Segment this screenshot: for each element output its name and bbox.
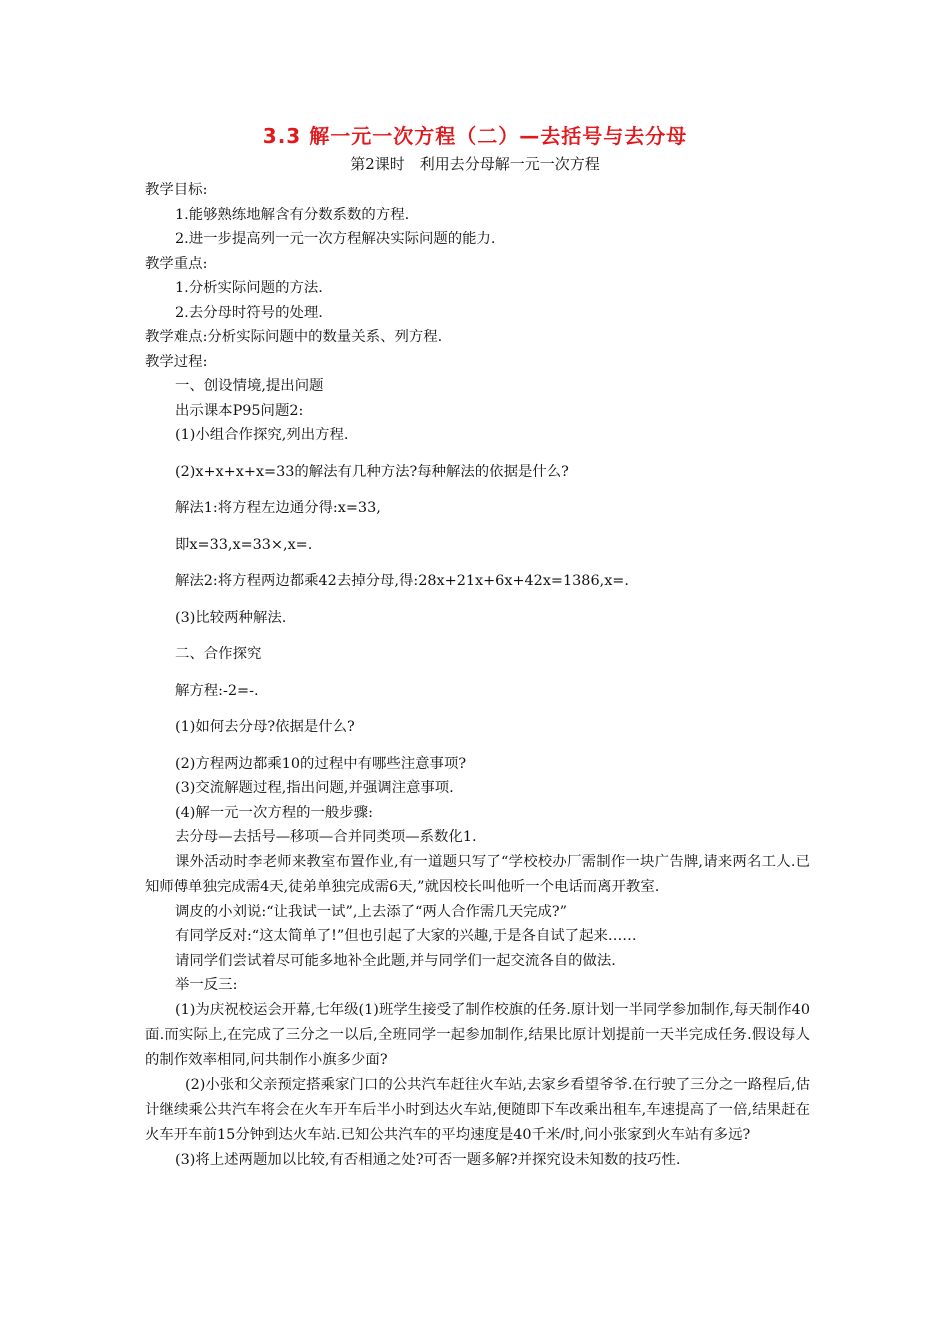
paragraph: (1)为庆祝校运会开幕,七年级(1)班学生接受了制作校旗的任务.原计划一半同学参加制作,每天制作40面.而实际上,在完成了三分之一以后,全班同学一起参加制作,结果比原计划提前一天半完成任务.假设每人的制作效率相同,问共制作小旗多少面?	[145, 1001, 810, 1068]
text-line: 有同学反对:“这太简单了!”但也引起了大家的兴趣,于是各自试了起来……	[175, 928, 637, 944]
section-heading-difficulties: 教学难点:分析实际问题中的数量关系、列方程.	[145, 329, 443, 345]
text-line: (2)方程两边都乘10的过程中有哪些注意事项?	[175, 755, 467, 772]
subsection-heading: 一、创设情境,提出问题	[175, 378, 324, 394]
section-heading-process: 教学过程:	[145, 353, 208, 370]
text-line: 请同学们尝试着尽可能多地补全此题,并与同学们一起交流各自的做法.	[175, 952, 616, 969]
objective-item: 2.进一步提高列一元一次方程解决实际问题的能力.	[175, 231, 496, 247]
objective-item: 1.能够熟练地解含有分数系数的方程.	[175, 206, 410, 223]
text-line: 解方程:-2=-.	[175, 682, 259, 699]
paragraph: (2)小张和父亲预定搭乘家门口的公共汽车赶往火车站,去家乡看望爷爷.在行驶了三分之一路程后,估计继续乘公共汽车将会在火车开车后半小时到达火车站,便随即下车改乘出租车,车速提高了一倍,结果赶在火车开车前15分钟到达火车站.已知公共汽车的平均速度是40千米/时,问小张家到火车站有多远?	[145, 1076, 810, 1143]
document-body	[145, 178, 810, 1172]
subsection-heading: 二、合作探究	[175, 646, 262, 662]
document-subtitle: 第2课时 利用去分母解一元一次方程	[350, 155, 600, 173]
paragraph: 课外活动时李老师来教室布置作业,有一道题只写了“学校校办厂需制作一块广告牌,请来两名工人.已知师傅单独完成需4天,徒弟单独完成需6天,”就因校长叫他听一个电话而离开教室.	[145, 853, 810, 895]
text-line: 调皮的小刘说:“让我试一试”,上去添了“两人合作需几天完成?”	[175, 903, 567, 920]
text-line: (3)将上述两题加以比较,有否相通之处?可否一题多解?并探究设未知数的技巧性.	[175, 1151, 681, 1168]
document-title: 3.3 解一元一次方程（二）—去括号与去分母	[262, 124, 688, 148]
text-line: 出示课本P95问题2:	[175, 402, 304, 419]
text-line: (1)如何去分母?依据是什么?	[175, 719, 355, 735]
text-line: 去分母—去括号—移项—合并同类项—系数化1.	[175, 829, 477, 845]
key-point-item: 2.去分母时符号的处理.	[175, 304, 323, 321]
text-line: (3)交流解题过程,指出问题,并强调注意事项.	[175, 780, 454, 796]
text-line: 即x=33,x=33×,x=.	[175, 536, 313, 553]
text-line: (1)小组合作探究,列出方程.	[175, 427, 349, 443]
key-point-item: 1.分析实际问题的方法.	[175, 280, 323, 296]
text-line: 解法1:将方程左边通分得:x=33,	[175, 500, 381, 516]
text-line: (3)比较两种解法.	[175, 609, 287, 626]
text-line: (2)x+x+x+x=33的解法有几种方法?每种解法的依据是什么?	[175, 463, 569, 480]
text-line: 解法2:将方程两边都乘42去掉分母,得:28x+21x+6x+42x=1386,x=.	[175, 573, 629, 589]
section-heading-key-points: 教学重点:	[145, 255, 208, 272]
text-line: (4)解一元一次方程的一般步骤:	[175, 804, 373, 821]
section-heading-objectives: 教学目标:	[145, 182, 208, 198]
text-line: 举一反三:	[175, 977, 238, 993]
